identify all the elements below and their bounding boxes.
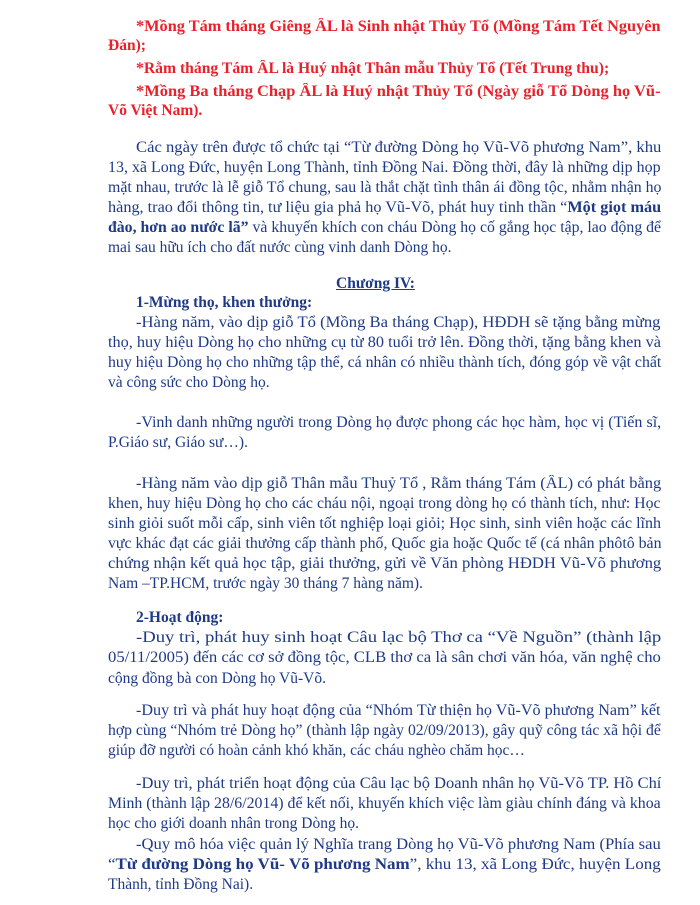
section-2-heading: 2-Hoạt động:	[136, 609, 224, 627]
intro-para-line: 13, xã Long Đức, huyện Long Thành, tỉnh Đồng Nai. Đồng thời, đây là những dịp họp	[108, 158, 661, 176]
section-2-para: -Duy trì, phát triển hoạt động của Câu lạc bộ Doanh nhân họ Vũ-Võ TP. Hồ Chí	[136, 774, 662, 792]
section-1-para: -Hàng năm, vào dịp giỗ Tổ (Mồng Ba tháng Chạp), HĐDH sẽ tặng bằng mừng	[136, 314, 661, 332]
section-2-para: -Quy mô hóa việc quản lý Nghĩa trang Dòng họ Vũ-Võ phương Nam (Phía sau	[136, 835, 661, 853]
section-1-para: -Hàng năm vào dịp giỗ Thân mẫu Thuỷ Tổ , Rằm tháng Tám (ÂL) có phát bằng	[136, 474, 662, 492]
section-2-para: -Duy trì và phát huy hoạt động của “Nhóm Từ thiện họ Vũ-Võ phương Nam” kết	[136, 701, 661, 719]
chapter-title: Chương IV:	[336, 275, 415, 293]
section-1-para: huy hiệu Dòng họ cho những tập thể, cá nhân có nhiều thành tích, đóng góp về vật chất	[108, 354, 662, 372]
intro-para-line: mai sau hữu ích cho đất nước cùng vinh danh Dòng họ.	[108, 238, 452, 256]
intro-para-line: mặt nhau, trước là lễ giỗ Tổ chung, sau là thắt chặt tình thân ái đồng tộc, nhằm nhận họ	[108, 178, 662, 196]
section-1-para: và công sức cho Dòng họ.	[108, 374, 270, 392]
anniversary-line-3: *Mồng Ba tháng Chạp ÂL là Huý nhật Thủy Tổ (Ngày giỗ Tổ Dòng họ Vũ-	[136, 83, 661, 101]
motto-bold-cont: đào, hơn ao nước lã”	[108, 218, 249, 236]
section-2-para: giúp đỡ người có hoàn cảnh khó khăn, các cháu nghèo chăm học…	[108, 742, 525, 760]
section-2-para: -Duy trì, phát huy sinh hoạt Câu lạc bộ Thơ ca “Về Nguồn” (thành lập	[136, 629, 662, 647]
intro-para-line-4	[108, 198, 661, 218]
intro-para-line-5	[108, 218, 661, 238]
section-2-para: học cho giới doanh nhân trong Dòng họ.	[108, 814, 359, 832]
intro-text: và khuyến khích con cháu Dòng họ cố gắng học tập, lao động để	[248, 218, 662, 236]
section-2-text: ”, khu 13, xã Long Đức, huyện Long	[409, 855, 661, 873]
section-2-para: Thành, tỉnh Đồng Nai).	[108, 875, 254, 893]
shrine-name-bold: Từ đường Dòng họ Vũ- Võ phương Nam	[115, 855, 410, 873]
anniversary-line-3-cont: Võ Việt Nam).	[108, 102, 203, 120]
anniversary-line-1: *Mồng Tám tháng Giêng ÂL là Sinh nhật Thủy Tổ (Mồng Tám Tết Nguyên	[136, 18, 661, 36]
section-1-heading: 1-Mừng thọ, khen thưởng:	[136, 294, 313, 312]
intro-text: hàng, trao đổi thông tin, tư liệu gia phả họ Vũ-Võ, phát huy tinh thần “	[108, 198, 568, 216]
section-2-para: cộng đồng bà con Dòng họ Vũ-Võ.	[108, 669, 326, 687]
section-1-para: P.Giáo sư, Giáo sư…).	[108, 433, 248, 451]
intro-para-line: Các ngày trên được tổ chức tại “Từ đường Dòng họ Vũ-Võ phương Nam”, khu	[136, 138, 662, 156]
section-2-para: Minh (thành lập 28/6/2014) để kết nối, khuyến khích việc làm giàu chính đáng và khoa	[108, 794, 661, 812]
quote-open: “	[108, 855, 116, 873]
section-1-para: sinh giỏi suốt mỗi cấp, sinh viên tốt nghiệp loại giỏi; Học sinh, sinh viên hoặc các lĩnh	[108, 514, 661, 532]
section-2-para: 05/11/2005) đến các cơ sở đồng tộc, CLB thơ ca là sân chơi văn hóa, văn nghệ cho	[108, 649, 661, 667]
motto-bold: Một giọt máu	[567, 198, 662, 216]
section-1-para: vực khác đạt các giải thưởng cấp thành phố, Quốc gia hoặc Quốc tế (cá nhân phôtô bản	[108, 534, 662, 552]
section-1-para: thọ, huy hiệu Dòng họ cho những cụ từ 80 tuổi trở lên. Đồng thời, tặng bằng khen và	[108, 334, 661, 352]
anniversary-line-2: *Rằm tháng Tám ÂL là Huý nhật Thân mẫu Thủy Tổ (Tết Trung thu);	[136, 60, 610, 78]
section-1-para: chứng nhận kết quả học tập, giải thưởng, gửi về Văn phòng HĐDH Vũ-Võ phương	[108, 554, 662, 572]
section-2-para: hợp cùng “Nhóm trẻ Dòng họ” (thành lập ngày 02/09/2013), gây quỹ công tác xã hội để	[108, 722, 661, 740]
anniversary-line-1-cont: Đán);	[108, 37, 146, 55]
section-1-para: Nam –TP.HCM, trước ngày 30 tháng 7 hàng năm).	[108, 574, 423, 592]
section-1-para: khen, huy hiệu Dòng họ cho các cháu nội, ngoại trong dòng họ có thành tích, như: Học	[108, 494, 661, 512]
section-2-para-line-2	[108, 855, 661, 875]
section-1-para: -Vinh danh những người trong Dòng họ được phong các học hàm, học vị (Tiến sĩ,	[136, 413, 662, 431]
